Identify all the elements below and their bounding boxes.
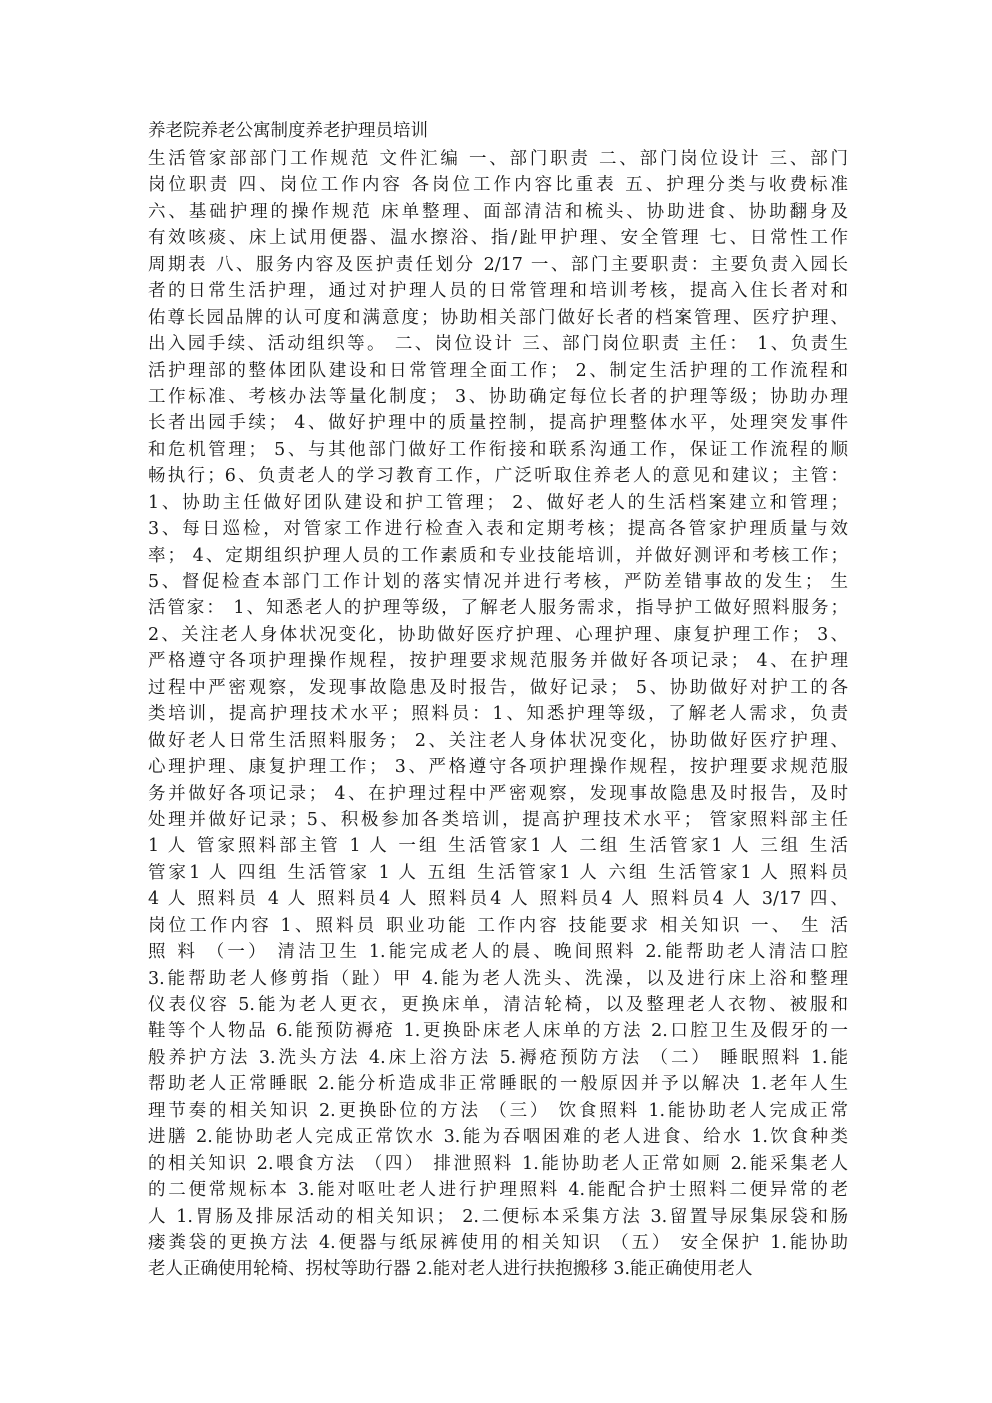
text-line: 和危机管理； 5、与其他部门做好工作衔接和联系沟通工作，保证工作流程的顺 <box>148 439 848 460</box>
text-line: 务并做好各项记录； 4、在护理过程中严密观察，发现事故隐患及时报告，及时 <box>148 783 848 804</box>
text-line: 1、协助主任做好团队建设和护工管理； 2、做好老人的生活档案建立和管理； <box>148 492 848 513</box>
text-line: 做好老人日常生活照料服务； 2、关注老人身体状况变化，协助做好医疗护理、 <box>148 730 848 751</box>
document-title: 养老院养老公寓制度养老护理员培训 <box>148 121 428 141</box>
text-line: 畅执行；6、负责老人的学习教育工作，广泛听取住养老人的意见和建议；主管： <box>148 466 848 487</box>
text-line: 率； 4、定期组织护理人员的工作素质和专业技能培训，并做好测评和考核工作； <box>148 545 848 566</box>
text-line: 周期表 八、服务内容及医护责任划分 2/17 一、部门主要职责：主要负责入园长 <box>148 254 848 275</box>
text-line: 生活管家部部门工作规范 文件汇编 一、部门职责 二、部门岗位设计 三、部门 <box>148 149 848 169</box>
text-line: 人 1.胃肠及排尿活动的相关知识； 2.二便标本采集方法 3.留置导尿集尿袋和肠 <box>148 1206 848 1227</box>
text-line: 岗位工作内容 1、照料员 职业功能 工作内容 技能要求 相关知识 一、 生 活 <box>148 915 848 936</box>
text-line: 出入园手续、活动组织等。 二、岗位设计 三、部门岗位职责 主任： 1、负责生 <box>148 334 848 355</box>
text-line: 进膳 2.能协助老人完成正常饮水 3.能为吞咽困难的老人进食、给水 1.饮食种类 <box>148 1127 848 1148</box>
text-line: 老人正确使用轮椅、拐杖等助行器 2.能对老人进行扶抱搬移 3.能正确使用老人 <box>148 1259 753 1280</box>
text-line: 严格遵守各项护理操作规程，按护理要求规范服务并做好各项记录； 4、在护理 <box>148 651 848 672</box>
text-line: 4 人 照料员 4 人 照料员4 人 照料员4 人 照料员4 人 照料员4 人 3/17 四、 <box>148 889 848 910</box>
text-line: 仪表仪容 5.能为老人更衣，更换床单，清洁轮椅，以及整理老人衣物、被服和 <box>148 995 848 1015</box>
text-line: 2、关注老人身体状况变化，协助做好医疗护理、心理护理、康复护理工作； 3、 <box>148 624 848 645</box>
text-line: 5、督促检查本部门工作计划的落实情况并进行考核，严防差错事故的发生； 生 <box>148 572 848 592</box>
text-line: 心理护理、康复护理工作； 3、严格遵守各项护理操作规程，按护理要求规范服 <box>148 757 848 778</box>
text-line: 管家1 人 四组 生活管家 1 人 五组 生活管家1 人 六组 生活管家1 人 照料员 <box>148 862 848 883</box>
text-line: 瘘粪袋的更换方法 4.便器与纸尿裤使用的相关知识 （五） 安全保护 1.能协助 <box>148 1232 848 1253</box>
text-line: 帮助老人正常睡眠 2.能分析造成非正常睡眠的一般原因并予以解决 1.老年人生 <box>148 1074 848 1095</box>
text-line: 岗位职责 四、岗位工作内容 各岗位工作内容比重表 五、护理分类与收费标准 <box>148 175 848 196</box>
text-line: 鞋等个人物品 6.能预防褥疮 1.更换卧床老人床单的方法 2.口腔卫生及假牙的一 <box>148 1021 848 1042</box>
text-line: 长者出园手续； 4、做好护理中的质量控制，提高护理整体水平，处理突发事件 <box>148 413 848 434</box>
text-line: 六、基础护理的操作规范 床单整理、面部清洁和梳头、协助进食、协助翻身及 <box>148 201 848 222</box>
text-line: 理节奏的相关知识 2.更换卧位的方法 （三） 饮食照料 1.能协助老人完成正常 <box>148 1100 848 1121</box>
text-line: 处理并做好记录；5、积极参加各类培训，提高护理技术水平； 管家照料部主任 <box>148 809 848 830</box>
text-line: 活护理部的整体团队建设和日常管理全面工作； 2、制定生活护理的工作流程和 <box>148 360 848 381</box>
text-line: 活管家： 1、知悉老人的护理等级，了解老人服务需求，指导护工做好照料服务； <box>148 598 848 619</box>
text-line: 3、每日巡检，对管家工作进行检查入表和定期考核；提高各管家护理质量与效 <box>148 519 848 540</box>
text-line: 1 人 管家照料部主管 1 人 一组 生活管家1 人 二组 生活管家1 人 三组 生活 <box>148 836 848 857</box>
text-line: 类培训，提高护理技术水平；照料员：1、知悉护理等级，了解老人需求，负责 <box>148 704 848 725</box>
text-line: 有效咳痰、床上试用便器、温水擦浴、指/趾甲护理、安全管理 七、日常性工作 <box>148 228 848 249</box>
text-line: 的相关知识 2.喂食方法 （四） 排泄照料 1.能协助老人正常如厕 2.能采集老人 <box>148 1153 848 1174</box>
text-line: 3.能帮助老人修剪指（趾）甲 4.能为老人洗头、洗澡，以及进行床上浴和整理 <box>148 968 848 989</box>
text-line: 般养护方法 3.洗头方法 4.床上浴方法 5.褥疮预防方法 （二） 睡眠照料 1.能 <box>148 1047 848 1068</box>
text-line: 照 料 （一） 清洁卫生 1.能完成老人的晨、晚间照料 2.能帮助老人清洁口腔 <box>148 942 848 963</box>
text-line: 者的日常生活护理，通过对护理人员的日常管理和培训考核，提高入住长者对和 <box>148 281 848 302</box>
text-line: 的二便常规标本 3.能对呕吐老人进行护理照料 4.能配合护士照料二便异常的老 <box>148 1180 848 1201</box>
text-line: 工作标准、考核办法等量化制度； 3、协助确定每位长者的护理等级；协助办理 <box>148 386 848 407</box>
text-line: 佑尊长园品牌的认可度和满意度；协助相关部门做好长者的档案管理、医疗护理、 <box>148 307 848 328</box>
text-line: 过程中严密观察，发现事故隐患及时报告，做好记录； 5、协助做好对护工的各 <box>148 677 848 698</box>
document-body <box>148 146 848 1283</box>
